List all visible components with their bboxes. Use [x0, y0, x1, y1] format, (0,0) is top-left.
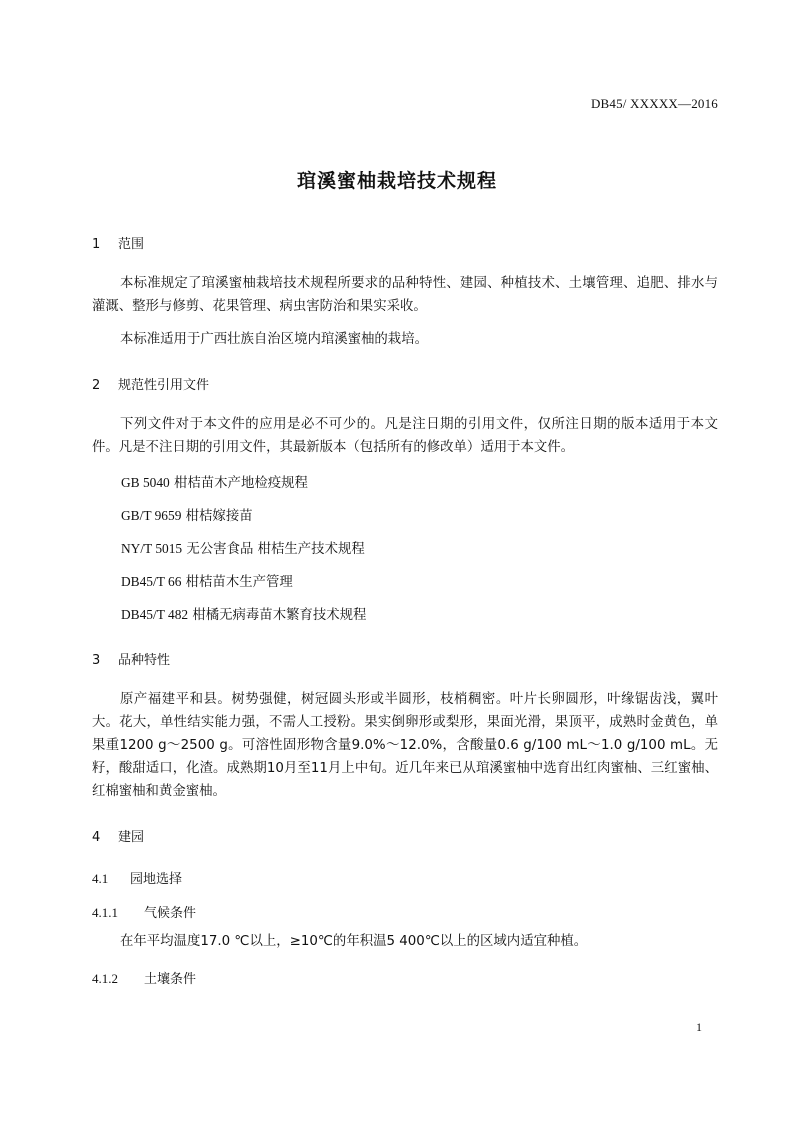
subsection-number: 4.1: [92, 871, 109, 886]
reference-item: [121, 505, 253, 524]
reference-code: DB45/T 66: [121, 574, 182, 589]
subsection-number: 4.1.1: [92, 905, 118, 920]
reference-code: NY/T 5015: [121, 541, 183, 556]
section-1-paragraph-2: 本标准适用于广西壮族自治区境内琯溪蜜柚的栽培。: [120, 332, 428, 347]
section-number: 3: [92, 653, 101, 668]
reference-name: 柑橘无病毒苗木繁育技术规程: [192, 608, 367, 623]
section-title: 建园: [118, 830, 145, 845]
page-number: 1: [696, 1020, 702, 1034]
section-2-heading: [92, 374, 209, 393]
subsection-4-1-1-paragraph: 在年平均温度17.0 ℃以上，≥10℃的年积温5 400℃以上的区域内适宜种植。: [120, 934, 588, 949]
section-1-paragraph-1: 本标准规定了琯溪蜜柚栽培技术规程所要求的品种特性、建园、种植技术、土壤管理、追肥、排水与灌溉、整形与修剪、花果管理、病虫害防治和果实采收。: [92, 276, 718, 314]
section-3-paragraph-1: 原产福建平和县。树势强健，树冠圆头形或半圆形，枝梢稠密。叶片长卵圆形，叶缘锯齿浅，翼叶大。花大，单性结实能力强，不需人工授粉。果实倒卵形或梨形，果面光滑，果顶平，成熟时金黄色，单果重1200 g～2500 g。可溶性固形物含量9.0%～12.0%，含酸量0.6 g/100 mL～1.0 g/100 mL。无籽，酸甜适口，化渣。成熟期10月至11月上中旬。近几年来已从琯溪蜜柚中选育出红肉蜜柚、三红蜜柚、红棉蜜柚和黄金蜜柚。: [92, 692, 718, 799]
section-title: 规范性引用文件: [118, 378, 210, 393]
subsection-4-1-2-heading: [92, 968, 196, 987]
section-number: 2: [92, 378, 101, 393]
section-2-paragraph-1: 下列文件对于本文件的应用是必不可少的。凡是注日期的引用文件，仅所注日期的版本适用于本文件。凡是不注日期的引用文件，其最新版本（包括所有的修改单）适用于本文件。: [92, 417, 718, 455]
subsection-title: 土壤条件: [144, 972, 197, 987]
document-code: DB45/ XXXXX—2016: [590, 96, 718, 111]
reference-code: GB/T 9659: [121, 508, 182, 523]
section-title: 范围: [118, 237, 145, 252]
section-1-heading: [92, 233, 144, 252]
subsection-4-1-heading: [92, 868, 182, 887]
reference-item: [121, 571, 293, 590]
section-number: 4: [92, 830, 101, 845]
section-title: 品种特性: [118, 653, 171, 668]
subsection-number: 4.1.2: [92, 971, 118, 986]
reference-name: 柑桔苗木生产管理: [185, 575, 293, 590]
section-3-heading: [92, 649, 170, 668]
reference-code: GB 5040: [121, 475, 170, 490]
document-title: 琯溪蜜柚栽培技术规程: [296, 170, 497, 192]
section-4-heading: [92, 826, 144, 845]
subsection-4-1-1-heading: [92, 902, 196, 921]
reference-item: [121, 538, 365, 557]
reference-name: 无公害食品 柑桔生产技术规程: [186, 542, 365, 557]
reference-code: DB45/T 482: [121, 607, 189, 622]
subsection-title: 园地选择: [130, 872, 183, 887]
reference-name: 柑桔嫁接苗: [185, 509, 253, 524]
section-number: 1: [92, 237, 101, 252]
reference-name: 柑桔苗木产地检疫规程: [174, 476, 308, 491]
reference-item: [121, 472, 308, 491]
subsection-title: 气候条件: [144, 906, 197, 921]
reference-item: [121, 604, 366, 623]
